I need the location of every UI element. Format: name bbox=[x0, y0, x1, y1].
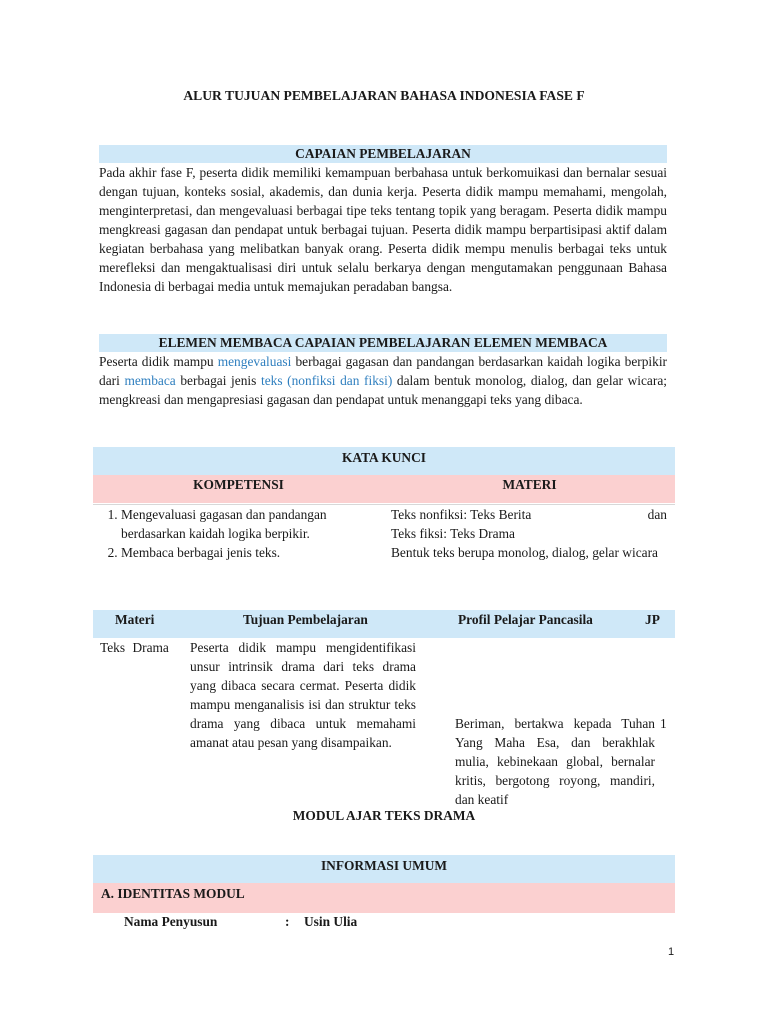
nama-penyusun-label: Nama Penyusun bbox=[124, 914, 218, 929]
keyword-teks: teks (nonfiksi dan fiksi) bbox=[260, 373, 393, 388]
tp-jp-cell: 1 bbox=[660, 716, 667, 731]
materi-bentuk: Bentuk teks berupa monolog, dialog, gelar wicara bbox=[391, 545, 658, 560]
document-title: ALUR TUJUAN PEMBELAJARAN BAHASA INDONESIA FASE F bbox=[183, 88, 585, 103]
tp-header-profil: Profil Pelajar Pancasila bbox=[458, 612, 593, 627]
elemen-heading: ELEMEN MEMBACA CAPAIAN PEMBELAJARAN ELEMEN MEMBACA bbox=[99, 334, 667, 352]
tp-profil-cell: Beriman, bertakwa kepada Tuhan Yang Maha Esa, dan berakhlak mulia, kebinekaan global, bernalar kritis, bergotong royong, mandiri, dan keatif bbox=[455, 716, 655, 807]
kompetensi-cell bbox=[95, 505, 370, 562]
nama-penyusun-colon: : bbox=[285, 914, 290, 929]
tp-header-jp: JP bbox=[645, 612, 660, 627]
elemen-text-4: dalam bentuk monolog, dialog, dan gelar wicara; mengkreasi dan mengapresiasi gagasan dan pendapat untuk menanggapi teks yang dibaca. bbox=[99, 373, 667, 407]
tp-header-tujuan: Tujuan Pembelajaran bbox=[243, 612, 368, 627]
nama-penyusun-value: Usin Ulia bbox=[304, 914, 358, 929]
tp-tujuan-cell: Peserta didik mampu mengidentifikasi unsur intrinsik drama dari teks drama yang dibaca secara cermat. Peserta didik mampu menganalisis isi dan struktur teks drama yang dibaca untuk memahami amanat atau pesan yang disampaikan. bbox=[190, 640, 416, 750]
informasi-umum-heading: INFORMASI UMUM bbox=[93, 855, 675, 883]
tp-materi-cell: Teks Drama bbox=[100, 640, 169, 655]
tp-header-materi: Materi bbox=[115, 612, 155, 627]
kompetensi-header: KOMPETENSI bbox=[193, 477, 284, 492]
elemen-paragraph bbox=[99, 352, 667, 409]
materi-fiksi: Teks fiksi: Teks Drama bbox=[391, 526, 515, 541]
cp-paragraph: Pada akhir fase F, peserta didik memiliki kemampuan berbahasa untuk berkomuikasi dan bernalar sesuai dengan tujuan, konteks sosial, akademis, dan dunia kerja. Peserta didik mampu memahami, mengolah, menginterpretasi, dan mengevaluasi berbagai tipe teks tentang topik yang beragam. Peserta didik mampu mengkreasi gagasan dan pendapat untuk berbagai tujuan. Peserta didik mampu berpartisipasi aktif dalam kegiatan berbahasa yang melibatkan banyak orang. Peserta didik mempu menulis berbagai teks untuk merefleksi dan mengaktualisasi diri untuk selalu berkarya dengan mengutamakan penggunaan Bahasa Indonesia di berbagai media untuk memajukan peradaban bangsa. bbox=[99, 165, 667, 294]
keyword-membaca: membaca bbox=[124, 373, 176, 388]
elemen-text-2: berbagai gagasan dan pandangan berdasarkan kaidah logika berpikir dari bbox=[99, 354, 668, 388]
materi-header: MATERI bbox=[502, 477, 557, 492]
keyword-mengevaluasi: mengevaluasi bbox=[217, 354, 292, 369]
elemen-text-1: Peserta didik mampu bbox=[99, 354, 218, 369]
page-number: 1 bbox=[668, 946, 675, 958]
materi-cell bbox=[391, 505, 667, 562]
kompetensi-item: 1. Mengevaluasi gagasan dan pandangan berdasarkan kaidah logika berpikir. bbox=[121, 505, 370, 543]
kompetensi-item: 2. Membaca berbagai jenis teks. bbox=[121, 543, 370, 562]
materi-nonfiksi: Teks nonfiksi: Teks Berita bbox=[391, 507, 532, 522]
elemen-text-3: berbagai jenis bbox=[175, 373, 261, 388]
kata-kunci-heading: KATA KUNCI bbox=[93, 447, 675, 475]
identitas-modul-heading: A. IDENTITAS MODUL bbox=[93, 883, 675, 913]
cp-heading: CAPAIAN PEMBELAJARAN bbox=[99, 145, 667, 163]
tp-header-row bbox=[93, 610, 675, 638]
materi-line bbox=[391, 505, 667, 524]
materi-dan: dan bbox=[647, 507, 667, 522]
kata-kunci-header-row bbox=[93, 475, 675, 503]
modul-title: MODUL AJAR TEKS DRAMA bbox=[292, 808, 476, 823]
